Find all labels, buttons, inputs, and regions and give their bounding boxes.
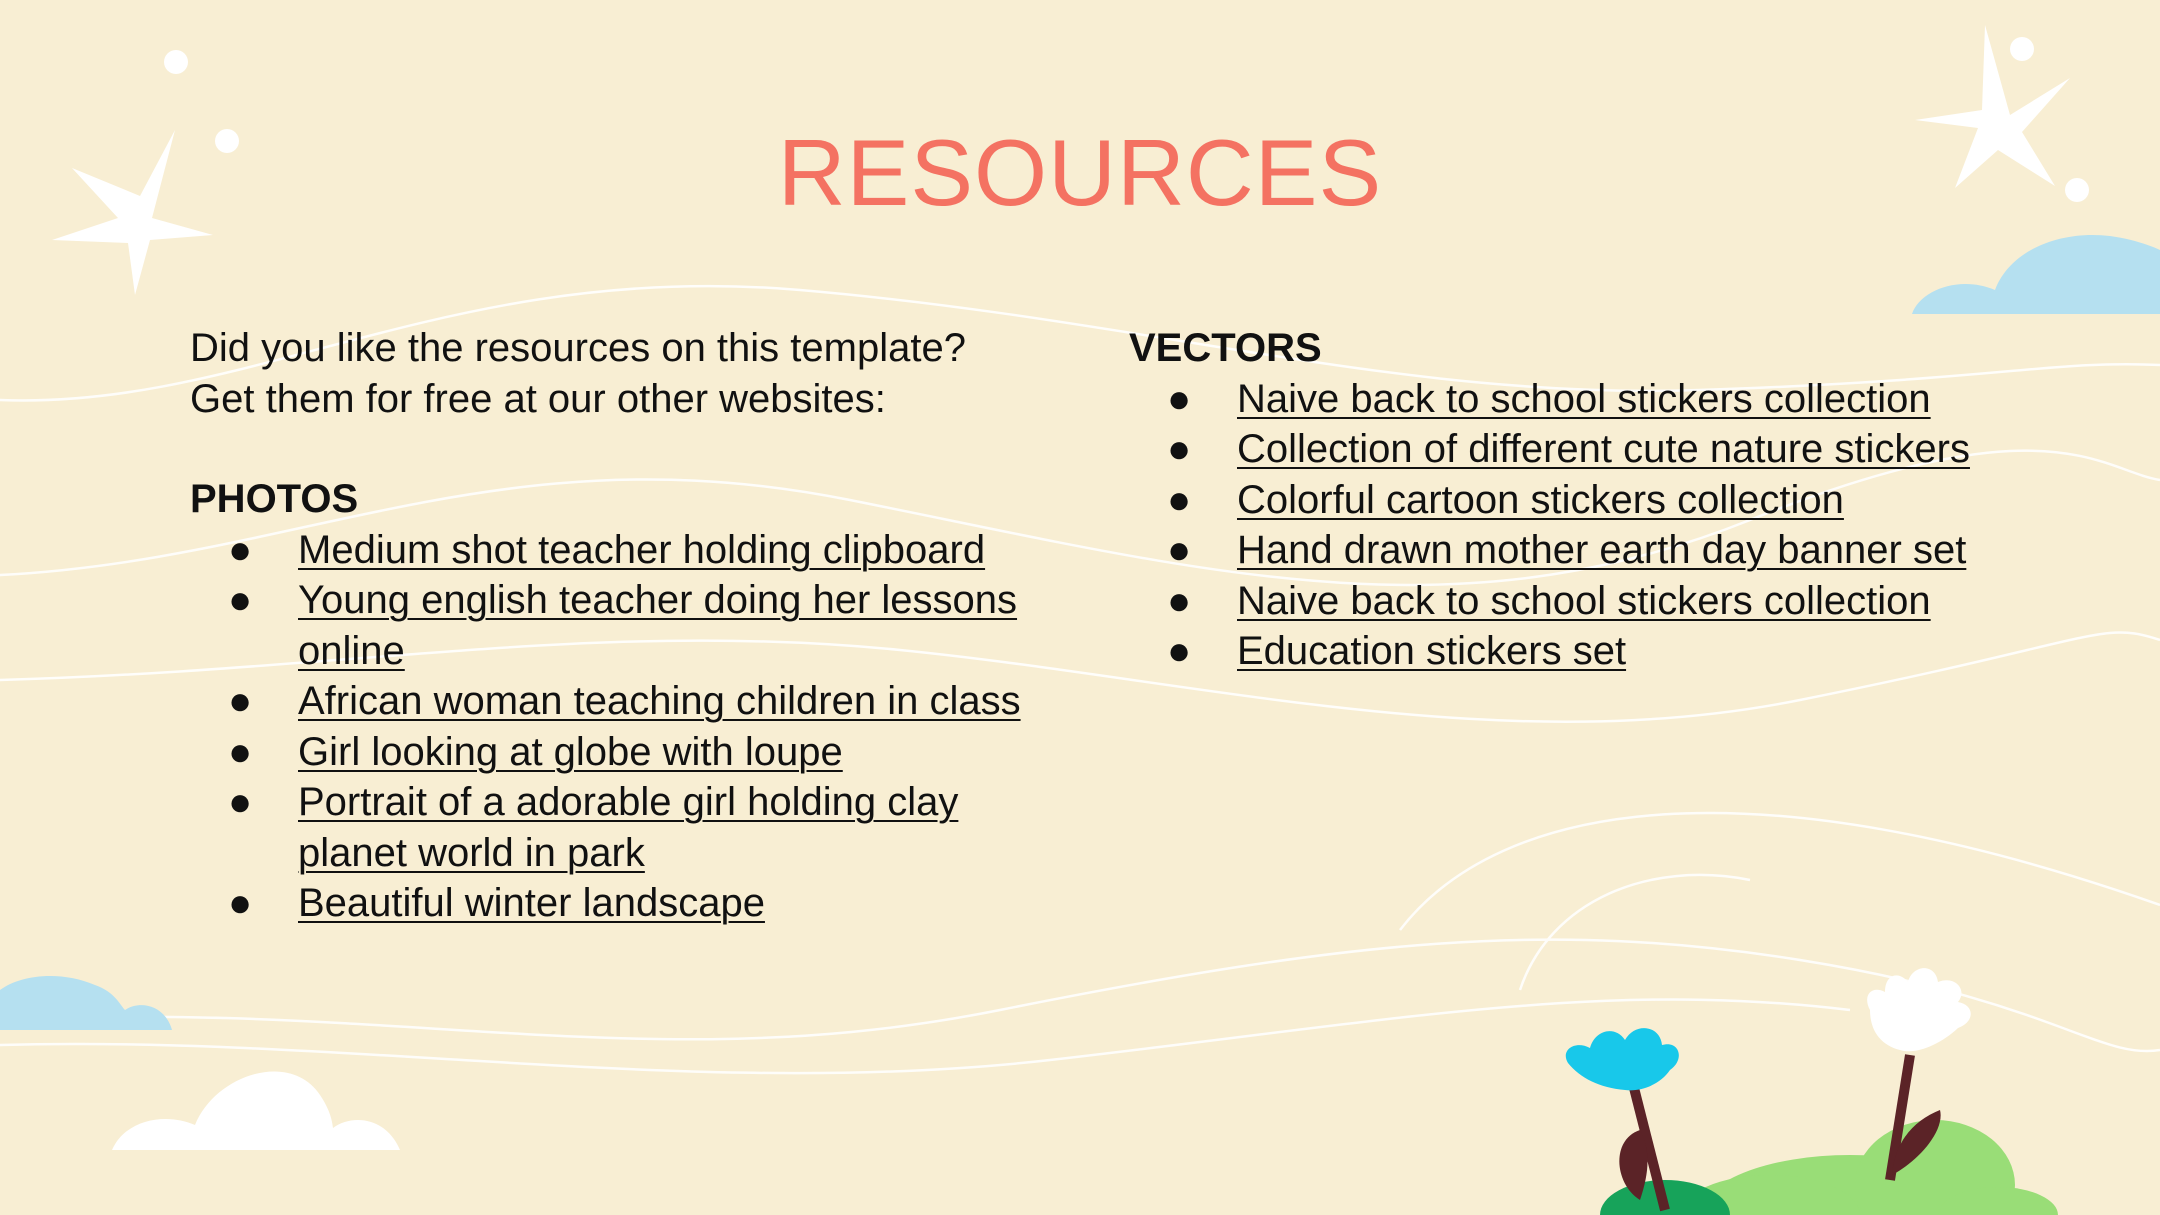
vectors-column bbox=[1129, 323, 2029, 677]
bush-icon bbox=[1600, 1120, 2058, 1215]
vector-link[interactable]: Colorful cartoon stickers collection bbox=[1237, 477, 1844, 522]
photo-link[interactable]: Girl looking at globe with loupe bbox=[298, 729, 843, 774]
list-item bbox=[190, 525, 1050, 576]
bullet-icon: ● bbox=[1167, 376, 1192, 421]
photo-link[interactable]: African woman teaching children in class bbox=[298, 679, 1021, 723]
vector-link[interactable]: Education stickers set bbox=[1237, 629, 1627, 673]
bullet-icon: ● bbox=[228, 679, 253, 723]
list-item bbox=[1129, 525, 2029, 576]
list-item bbox=[1129, 374, 2029, 425]
list-item bbox=[1129, 576, 2029, 627]
page-title: RESOURCES bbox=[777, 120, 1383, 225]
intro-line-1: Did you like the resources on this template? bbox=[190, 326, 966, 370]
bullet-icon: ● bbox=[1167, 528, 1192, 572]
bullet-icon: ● bbox=[228, 578, 253, 622]
cloud-icon bbox=[112, 1072, 400, 1150]
bullet-icon: ● bbox=[1167, 629, 1192, 673]
list-item bbox=[1129, 424, 2029, 475]
list-item bbox=[190, 878, 1050, 929]
photo-link[interactable]: Young english teacher doing her lessons online bbox=[298, 578, 1018, 673]
bullet-icon: ● bbox=[1167, 427, 1192, 471]
photos-list bbox=[190, 525, 1050, 929]
list-item bbox=[1129, 626, 2029, 677]
vector-link[interactable]: Collection of different cute nature stickers bbox=[1237, 427, 1970, 471]
list-item bbox=[190, 676, 1050, 727]
bullet-icon: ● bbox=[1167, 578, 1192, 623]
intro-line-2: Get them for free at our other websites: bbox=[190, 376, 886, 421]
list-item bbox=[190, 727, 1050, 778]
vector-link[interactable]: Naive back to school stickers collection bbox=[1237, 376, 1931, 421]
list-item bbox=[190, 575, 1050, 676]
vector-link[interactable]: Naive back to school stickers collection bbox=[1237, 578, 1931, 623]
bullet-icon: ● bbox=[228, 881, 253, 925]
photos-column bbox=[190, 323, 1050, 929]
list-item bbox=[190, 777, 1050, 878]
vectors-list bbox=[1129, 374, 2029, 677]
photos-heading: PHOTOS bbox=[190, 477, 359, 521]
photo-link[interactable]: Beautiful winter landscape bbox=[298, 881, 765, 925]
photo-link[interactable]: Medium shot teacher holding clipboard bbox=[298, 527, 986, 572]
list-item bbox=[1129, 475, 2029, 526]
flower-icon bbox=[1867, 968, 1971, 1051]
bullet-icon: ● bbox=[228, 729, 253, 774]
vectors-heading: VECTORS bbox=[1129, 326, 1322, 370]
vector-link[interactable]: Hand drawn mother earth day banner set bbox=[1237, 528, 1967, 572]
bullet-icon: ● bbox=[1167, 477, 1192, 522]
photo-link[interactable]: Portrait of a adorable girl holding clay planet world in park bbox=[298, 780, 959, 875]
bullet-icon: ● bbox=[228, 780, 253, 824]
bullet-icon: ● bbox=[228, 527, 253, 572]
flower-icon bbox=[1566, 1028, 1679, 1090]
